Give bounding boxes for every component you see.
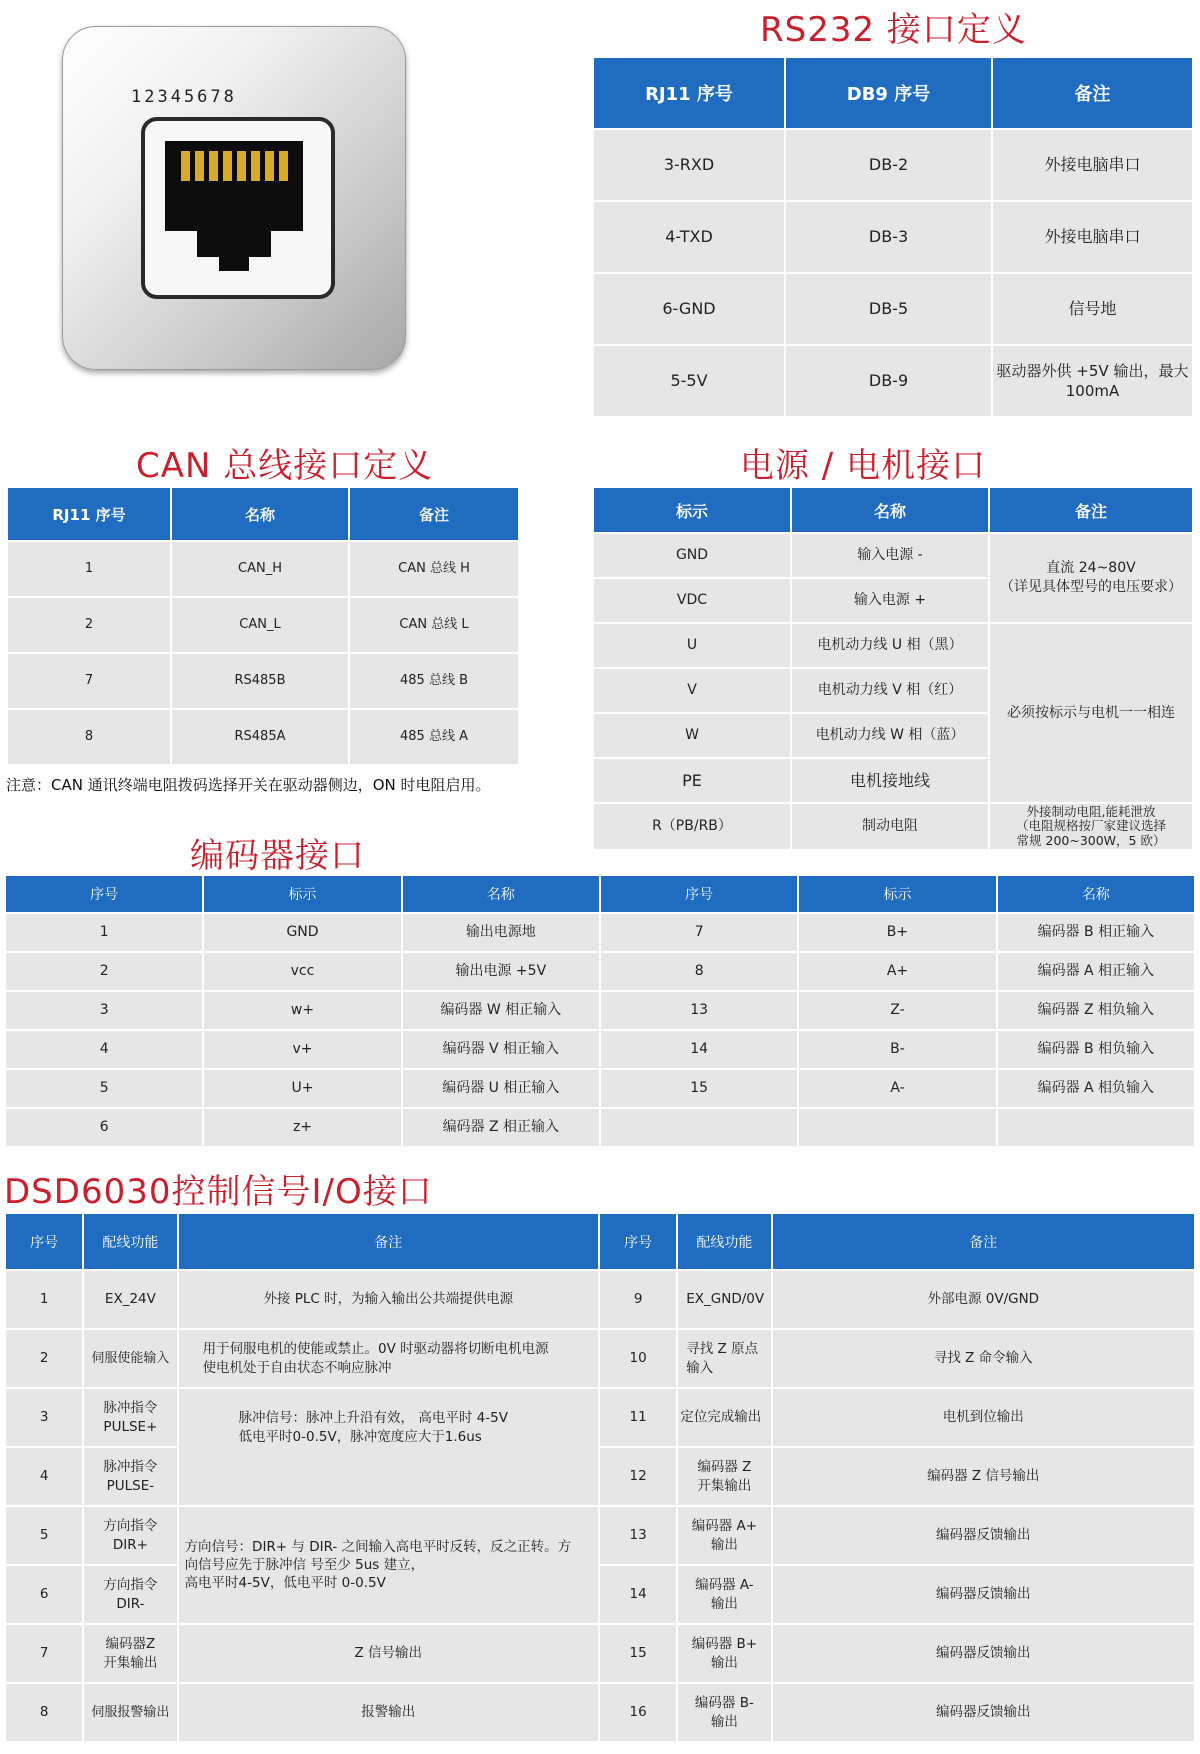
power-remark-supply: 直流 24~80V （详见具体型号的电压要求） [990, 534, 1192, 622]
can-cell: CAN 总线 H [350, 542, 518, 596]
can-cell: RS485A [172, 710, 348, 764]
io-cell: 编码器 B+ 输出 [678, 1625, 770, 1682]
rs232-cell: 3-RXD [594, 130, 784, 200]
io-cell: 编码器 Z 开集输出 [678, 1448, 770, 1505]
rs232-cell: DB-3 [786, 202, 991, 272]
power-header: 标示 [594, 488, 790, 532]
io-remark: 报警输出 [179, 1684, 598, 1741]
can-header: 名称 [172, 488, 348, 540]
rs232-table [592, 56, 1194, 418]
can-cell: 8 [8, 710, 170, 764]
encoder-header: 标示 [799, 876, 995, 912]
rs232-cell: 5-5V [594, 346, 784, 416]
io-remark: 方向信号：DIR+ 与 DIR- 之间输入高电平时反转，反之正转。方 向信号应先于脉冲信 号至少 5us 建立， 高电平时4-5V，低电平时 0-0.5V [179, 1507, 598, 1623]
power-cell: 电机动力线 U 相（黑） [792, 624, 988, 667]
encoder-cell: 编码器 U 相正输入 [403, 1070, 599, 1107]
power-cell: 电机动力线 W 相（蓝） [792, 714, 988, 757]
power-cell: 电机接地线 [792, 759, 988, 802]
table-row [6, 1625, 1194, 1682]
encoder-cell: vcc [204, 953, 400, 990]
table-row [6, 914, 1194, 951]
rs232-cell: 信号地 [993, 274, 1192, 344]
power-cell: 输入电源 - [792, 534, 988, 577]
io-cell: 14 [600, 1566, 676, 1623]
table-row [8, 542, 518, 596]
can-header-row [8, 488, 518, 540]
encoder-cell [799, 1109, 995, 1146]
encoder-cell: 编码器 W 相正输入 [403, 992, 599, 1029]
io-header: 序号 [6, 1214, 82, 1269]
can-cell: RS485B [172, 654, 348, 708]
table-row [6, 1389, 1194, 1446]
encoder-header: 标示 [204, 876, 400, 912]
encoder-cell: v+ [204, 1031, 400, 1068]
encoder-cell: Z- [799, 992, 995, 1029]
io-remark: 寻找 Z 命令输入 [773, 1330, 1194, 1387]
encoder-cell: B- [799, 1031, 995, 1068]
io-cell: 方向指令 DIR- [84, 1566, 176, 1623]
io-cell: 编码器Z 开集输出 [84, 1625, 176, 1682]
io-remark: 电机到位输出 [773, 1389, 1194, 1446]
encoder-table [4, 874, 1196, 1148]
power-cell: VDC [594, 579, 790, 622]
io-cell: EX_24V [84, 1271, 176, 1328]
io-remark: 外接 PLC 时，为输入输出公共端提供电源 [179, 1271, 598, 1328]
encoder-cell: A- [799, 1070, 995, 1107]
power-header-row [594, 488, 1192, 532]
can-cell: 1 [8, 542, 170, 596]
power-cell: 制动电阻 [792, 804, 988, 849]
encoder-cell: 14 [601, 1031, 797, 1068]
io-header: 配线功能 [84, 1214, 176, 1269]
encoder-title: 编码器接口 [190, 836, 365, 876]
table-row [8, 598, 518, 652]
table-row [594, 202, 1192, 272]
io-cell: 定位完成输出 [678, 1389, 770, 1446]
can-table [6, 486, 520, 766]
encoder-cell: 编码器 B 相负输入 [998, 1031, 1194, 1068]
encoder-cell: 4 [6, 1031, 202, 1068]
encoder-header: 序号 [6, 876, 202, 912]
encoder-header: 名称 [403, 876, 599, 912]
table-row [6, 953, 1194, 990]
table-row [6, 1271, 1194, 1328]
io-cell: 5 [6, 1507, 82, 1564]
io-remark: 用于伺服电机的使能或禁止。0V 时驱动器将切断电机电源 使电机处于自由状态不响应脉冲 [179, 1330, 598, 1387]
power-remark-brake: 外接制动电阻,能耗泄放 （电阻规格按厂家建议选择 常规 200~300W，5 欧） [990, 804, 1192, 849]
io-cell: 编码器 A- 输出 [678, 1566, 770, 1623]
encoder-cell: GND [204, 914, 400, 951]
io-cell: 16 [600, 1684, 676, 1741]
power-remark-motor: 必须按标示与电机一一相连 [990, 624, 1192, 802]
io-remark: 编码器反馈输出 [773, 1507, 1194, 1564]
can-cell: CAN 总线 L [350, 598, 518, 652]
encoder-cell: w+ [204, 992, 400, 1029]
io-cell: 编码器 A+ 输出 [678, 1507, 770, 1564]
encoder-header-row [6, 876, 1194, 912]
can-cell: 7 [8, 654, 170, 708]
encoder-cell: 13 [601, 992, 797, 1029]
io-cell: 15 [600, 1625, 676, 1682]
power-header: 名称 [792, 488, 988, 532]
rs232-cell: DB-5 [786, 274, 991, 344]
io-cell: 3 [6, 1389, 82, 1446]
io-cell: 4 [6, 1448, 82, 1505]
io-header-row [6, 1214, 1194, 1269]
encoder-header: 序号 [601, 876, 797, 912]
table-row [594, 274, 1192, 344]
power-cell: PE [594, 759, 790, 802]
encoder-cell: U+ [204, 1070, 400, 1107]
io-cell: 伺服报警输出 [84, 1684, 176, 1741]
table-row [594, 130, 1192, 200]
can-cell: 2 [8, 598, 170, 652]
io-cell: 13 [600, 1507, 676, 1564]
encoder-cell: 1 [6, 914, 202, 951]
power-cell: R（PB/RB） [594, 804, 790, 849]
io-cell: 12 [600, 1448, 676, 1505]
table-row [6, 1330, 1194, 1387]
encoder-cell: 编码器 V 相正输入 [403, 1031, 599, 1068]
rs232-header: 备注 [993, 58, 1192, 128]
encoder-cell: A+ [799, 953, 995, 990]
table-row [6, 992, 1194, 1029]
io-remark: 脉冲信号：脉冲上升沿有效， 高电平时 4-5V 低电平时0-0.5V，脉冲宽度应大于1.6us [179, 1389, 598, 1505]
rs232-cell: 外接电脑串口 [993, 130, 1192, 200]
encoder-cell: 编码器 Z 相负输入 [998, 992, 1194, 1029]
can-note: 注意：CAN 通讯终端电阻拨码选择开关在驱动器侧边，ON 时电阻启用。 [6, 776, 491, 794]
io-cell: 6 [6, 1566, 82, 1623]
io-cell: EX_GND/0V [678, 1271, 770, 1328]
rs232-cell: 6-GND [594, 274, 784, 344]
io-remark: 编码器反馈输出 [773, 1684, 1194, 1741]
rs232-cell: 驱动器外供 +5V 输出，最大 100mA [993, 346, 1192, 416]
power-cell: GND [594, 534, 790, 577]
table-row [8, 710, 518, 764]
table-row [8, 654, 518, 708]
can-cell: 485 总线 B [350, 654, 518, 708]
table-row [594, 804, 1192, 849]
io-header: 备注 [179, 1214, 598, 1269]
can-cell: 485 总线 A [350, 710, 518, 764]
table-row [6, 1684, 1194, 1741]
encoder-cell: 编码器 Z 相正输入 [403, 1109, 599, 1146]
io-cell: 脉冲指令 PULSE- [84, 1448, 176, 1505]
can-cell: CAN_H [172, 542, 348, 596]
encoder-cell: 编码器 A 相负输入 [998, 1070, 1194, 1107]
encoder-cell [601, 1109, 797, 1146]
io-cell: 2 [6, 1330, 82, 1387]
rs232-cell: 外接电脑串口 [993, 202, 1192, 272]
power-cell: V [594, 669, 790, 712]
can-header: 备注 [350, 488, 518, 540]
rs232-cell: DB-9 [786, 346, 991, 416]
io-table [4, 1212, 1196, 1743]
encoder-header: 名称 [998, 876, 1194, 912]
io-header: 配线功能 [678, 1214, 770, 1269]
power-title: 电源 / 电机接口 [740, 446, 987, 486]
io-remark: 编码器反馈输出 [773, 1625, 1194, 1682]
io-header: 备注 [773, 1214, 1194, 1269]
encoder-cell: 编码器 A 相正输入 [998, 953, 1194, 990]
encoder-cell: 2 [6, 953, 202, 990]
encoder-cell: 编码器 B 相正输入 [998, 914, 1194, 951]
io-cell: 10 [600, 1330, 676, 1387]
rs232-cell: DB-2 [786, 130, 991, 200]
io-cell: 编码器 B- 输出 [678, 1684, 770, 1741]
power-header: 备注 [990, 488, 1192, 532]
io-cell: 8 [6, 1684, 82, 1741]
port-socket [141, 117, 335, 299]
can-cell: CAN_L [172, 598, 348, 652]
io-cell: 7 [6, 1625, 82, 1682]
table-row [594, 346, 1192, 416]
io-cell: 方向指令 DIR+ [84, 1507, 176, 1564]
socket-opening-icon [159, 135, 309, 277]
encoder-cell: 5 [6, 1070, 202, 1107]
table-row [594, 534, 1192, 577]
io-cell: 1 [6, 1271, 82, 1328]
power-cell: 输入电源 + [792, 579, 988, 622]
io-cell: 9 [600, 1271, 676, 1328]
table-row [594, 624, 1192, 667]
io-remark: 编码器 Z 信号输出 [773, 1448, 1194, 1505]
io-remark: Z 信号输出 [179, 1625, 598, 1682]
encoder-cell: 输出电源地 [403, 914, 599, 951]
io-remark: 外部电源 0V/GND [773, 1271, 1194, 1328]
rs232-header: RJ11 序号 [594, 58, 784, 128]
encoder-cell: 8 [601, 953, 797, 990]
encoder-cell: 15 [601, 1070, 797, 1107]
table-row [6, 1507, 1194, 1564]
encoder-cell: 7 [601, 914, 797, 951]
io-header: 序号 [600, 1214, 676, 1269]
encoder-cell: 6 [6, 1109, 202, 1146]
encoder-cell: 输出电源 +5V [403, 953, 599, 990]
can-header: RJ11 序号 [8, 488, 170, 540]
can-title: CAN 总线接口定义 [136, 446, 434, 486]
encoder-cell: B+ [799, 914, 995, 951]
io-remark: 编码器反馈输出 [773, 1566, 1194, 1623]
io-cell: 伺服使能输入 [84, 1330, 176, 1387]
table-row [6, 1109, 1194, 1146]
power-cell: U [594, 624, 790, 667]
power-table [592, 486, 1194, 851]
encoder-cell: 3 [6, 992, 202, 1029]
rs232-header-row [594, 58, 1192, 128]
io-cell: 11 [600, 1389, 676, 1446]
encoder-cell [998, 1109, 1194, 1146]
power-cell: W [594, 714, 790, 757]
rj45-port-icon [62, 26, 406, 370]
table-row [6, 1070, 1194, 1107]
io-cell: 寻找 Z 原点 输入 [678, 1330, 770, 1387]
power-cell: 电机动力线 V 相（红） [792, 669, 988, 712]
rs232-title: RS232 接口定义 [760, 10, 1027, 50]
io-title: DSD6030控制信号I/O接口 [4, 1172, 433, 1212]
rs232-cell: 4-TXD [594, 202, 784, 272]
table-row [6, 1031, 1194, 1068]
rs232-header: DB9 序号 [786, 58, 991, 128]
pin-numbers: 12345678 [131, 87, 237, 107]
io-cell: 脉冲指令 PULSE+ [84, 1389, 176, 1446]
encoder-cell: z+ [204, 1109, 400, 1146]
